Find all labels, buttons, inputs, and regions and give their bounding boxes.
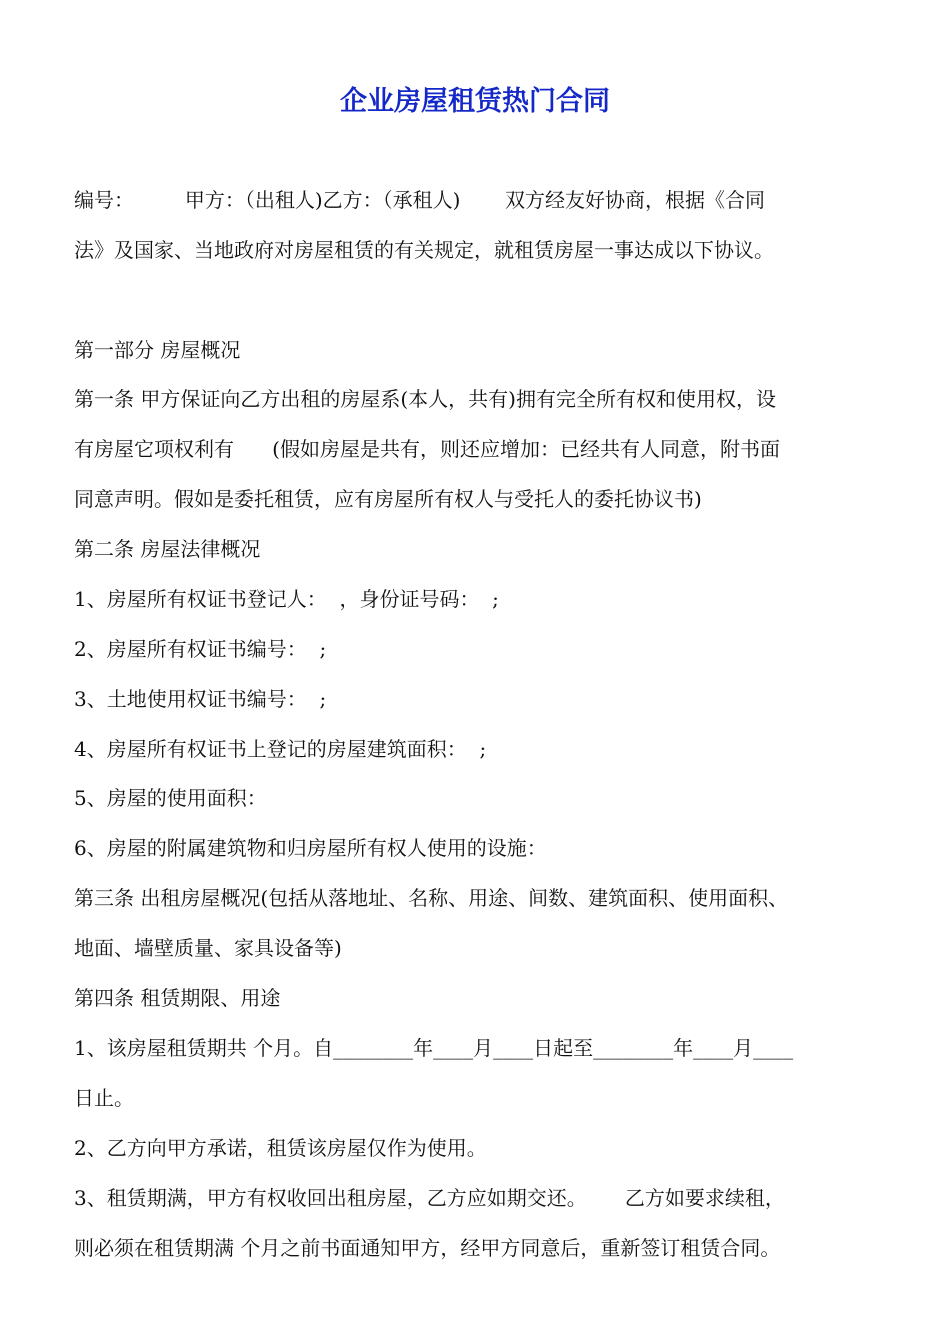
text-line: 有房屋它项权利有 (假如房屋是共有，则还应增加：已经共有人同意，附书面 bbox=[74, 437, 780, 461]
list-item: 4、房屋所有权证书上登记的房屋建筑面积： ; bbox=[74, 737, 487, 761]
list-item: 3、土地使用权证书编号： ; bbox=[74, 687, 327, 711]
article-heading: 第二条 房屋法律概况 bbox=[74, 537, 261, 561]
text-line: 则必须在租赁期满 个月之前书面通知甲方，经甲方同意后，重新签订租赁合同。 bbox=[74, 1236, 781, 1260]
text-line: 日止。 bbox=[74, 1086, 134, 1110]
text-line: 第一条 甲方保证向乙方出租的房屋系(本人，共有)拥有完全所有权和使用权，设 bbox=[74, 387, 776, 411]
text-line: 编号： 甲方：（出租人)乙方：（承租人) 双方经友好协商，根据《合同 bbox=[74, 188, 765, 212]
list-item: 1、该房屋租赁期共 个月。自________年____月____日起至________年____月____ bbox=[74, 1036, 794, 1060]
text-line: 同意声明。假如是委托租赁，应有房屋所有权人与受托人的委托协议书) bbox=[74, 487, 702, 511]
text-line: 地面、墙壁质量、家具设备等) bbox=[74, 936, 342, 960]
article-heading: 第三条 出租房屋概况(包括从落地址、名称、用途、间数、建筑面积、使用面积、 bbox=[74, 886, 789, 910]
section-heading: 第一部分 房屋概况 bbox=[74, 338, 241, 362]
list-item: 2、乙方向甲方承诺，租赁该房屋仅作为使用。 bbox=[74, 1136, 487, 1160]
list-item: 5、房屋的使用面积： bbox=[74, 786, 267, 810]
list-item: 2、房屋所有权证书编号： ; bbox=[74, 637, 327, 661]
text-line: 法》及国家、当地政府对房屋租赁的有关规定，就租赁房屋一事达成以下协议。 bbox=[74, 238, 774, 262]
article-heading: 第四条 租赁期限、用途 bbox=[74, 986, 281, 1010]
list-item: 6、房屋的附属建筑物和归房屋所有权人使用的设施： bbox=[74, 836, 547, 860]
list-item: 1、房屋所有权证书登记人： ，身份证号码： ; bbox=[74, 587, 499, 611]
list-item: 3、租赁期满，甲方有权收回出租房屋，乙方应如期交还。 乙方如要求续租， bbox=[74, 1186, 785, 1210]
document-title: 企业房屋租赁热门合同 bbox=[340, 86, 610, 117]
